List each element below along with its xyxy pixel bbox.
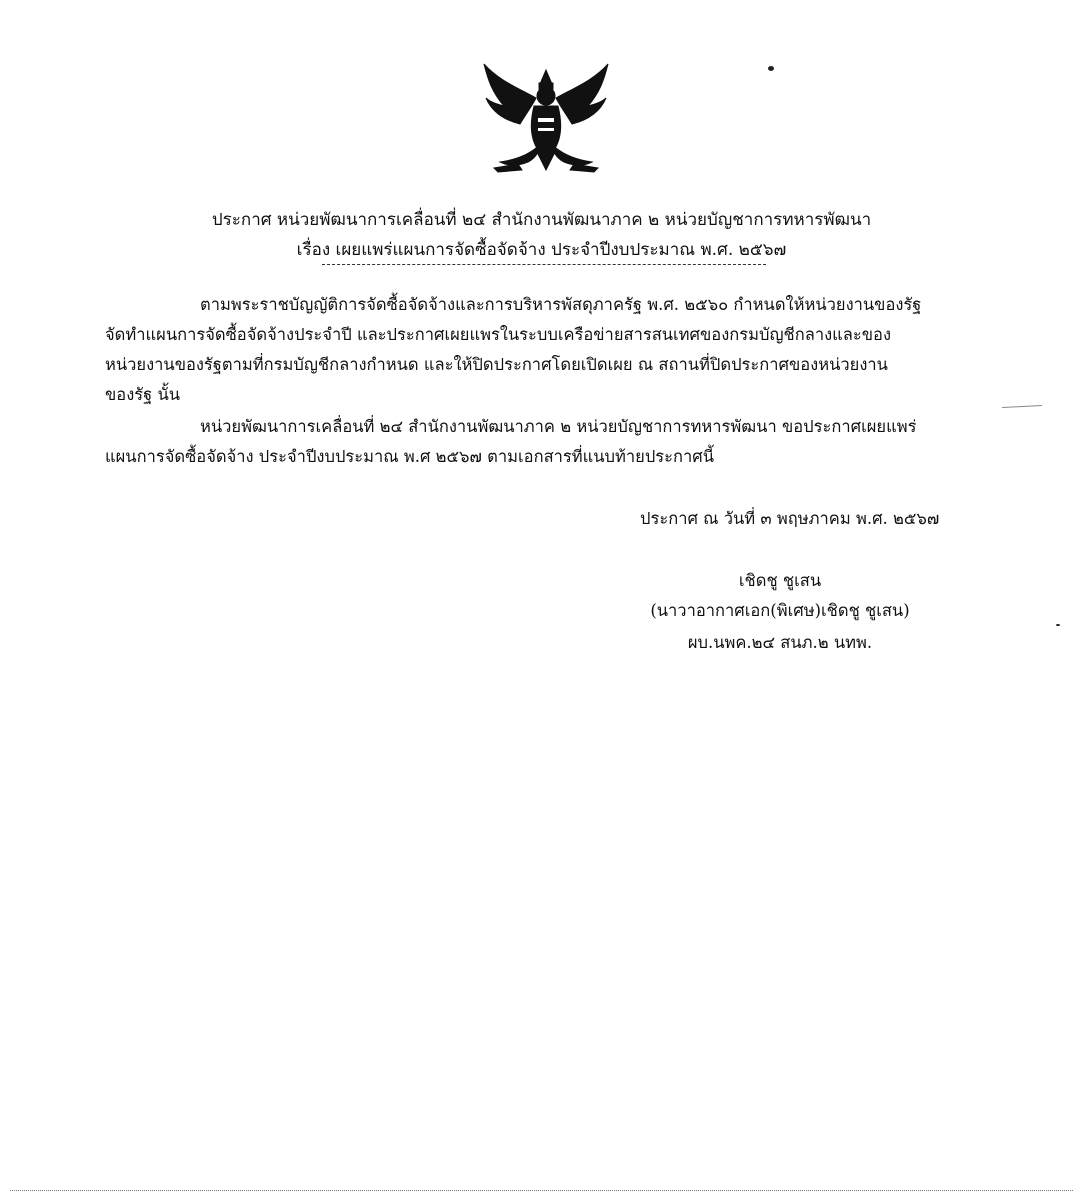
- body-paragraph-line: จัดทำแผนการจัดซื้อจัดจ้างประจำปี และประกาศเผยแพรในระบบเครือข่ายสารสนเทศของกรมบัญชีกลางและของ: [105, 325, 892, 344]
- body-paragraph-line: หน่วยงานของรัฐตามที่กรมบัญชีกลางกำหนด และให้ปิดประกาศโดยเปิดเผย ณ สถานที่ปิดประกาศของหน่วยงาน: [105, 355, 888, 374]
- body-paragraph-line: ของรัฐ นั้น: [105, 385, 181, 404]
- announcement-title-line-1: ประกาศ หน่วยพัฒนาการเคลื่อนที่ ๒๔ สำนักงานพัฒนาภาค ๒ หน่วยบัญชาการทหารพัฒนา: [211, 210, 872, 230]
- garuda-emblem-icon: [478, 58, 614, 178]
- margin-mark: [1002, 405, 1042, 408]
- body-paragraph-line: แผนการจัดซื้อจัดจ้าง ประจำปีงบประมาณ พ.ศ ๒๕๖๗ ตามเอกสารที่แนบท้ายประกาศนี้: [105, 447, 715, 466]
- announcement-date: ประกาศ ณ วันที่ ๓ พฤษภาคม พ.ศ. ๒๕๖๗: [640, 509, 940, 528]
- signatory-full-name: (นาวาอากาศเอก(พิเศษ)เชิดชู ชูเสน): [650, 601, 910, 620]
- dashed-divider: [322, 264, 766, 265]
- signatory-position: ผบ.นพค.๒๔ สนภ.๒ นทพ.: [687, 633, 873, 652]
- ink-speck: [1056, 624, 1060, 626]
- page-bottom-edge: [10, 1190, 1073, 1191]
- signature-name: เชิดชู ชูเสน: [738, 571, 822, 590]
- announcement-subject-line: เรื่อง เผยแพร่แผนการจัดซื้อจัดจ้าง ประจำปีงบประมาณ พ.ศ. ๒๕๖๗: [296, 240, 787, 260]
- body-paragraph-line: ตามพระราชบัญญัติการจัดซื้อจัดจ้างและการบริหารพัสดุภาครัฐ พ.ศ. ๒๕๖๐ กำหนดให้หน่วยงานของรัฐ: [200, 295, 922, 314]
- body-paragraph-line: หน่วยพัฒนาการเคลื่อนที่ ๒๔ สำนักงานพัฒนาภาค ๒ หน่วยบัญชาการทหารพัฒนา ขอประกาศเผยแพร่: [200, 417, 917, 436]
- ink-speck: [768, 66, 774, 71]
